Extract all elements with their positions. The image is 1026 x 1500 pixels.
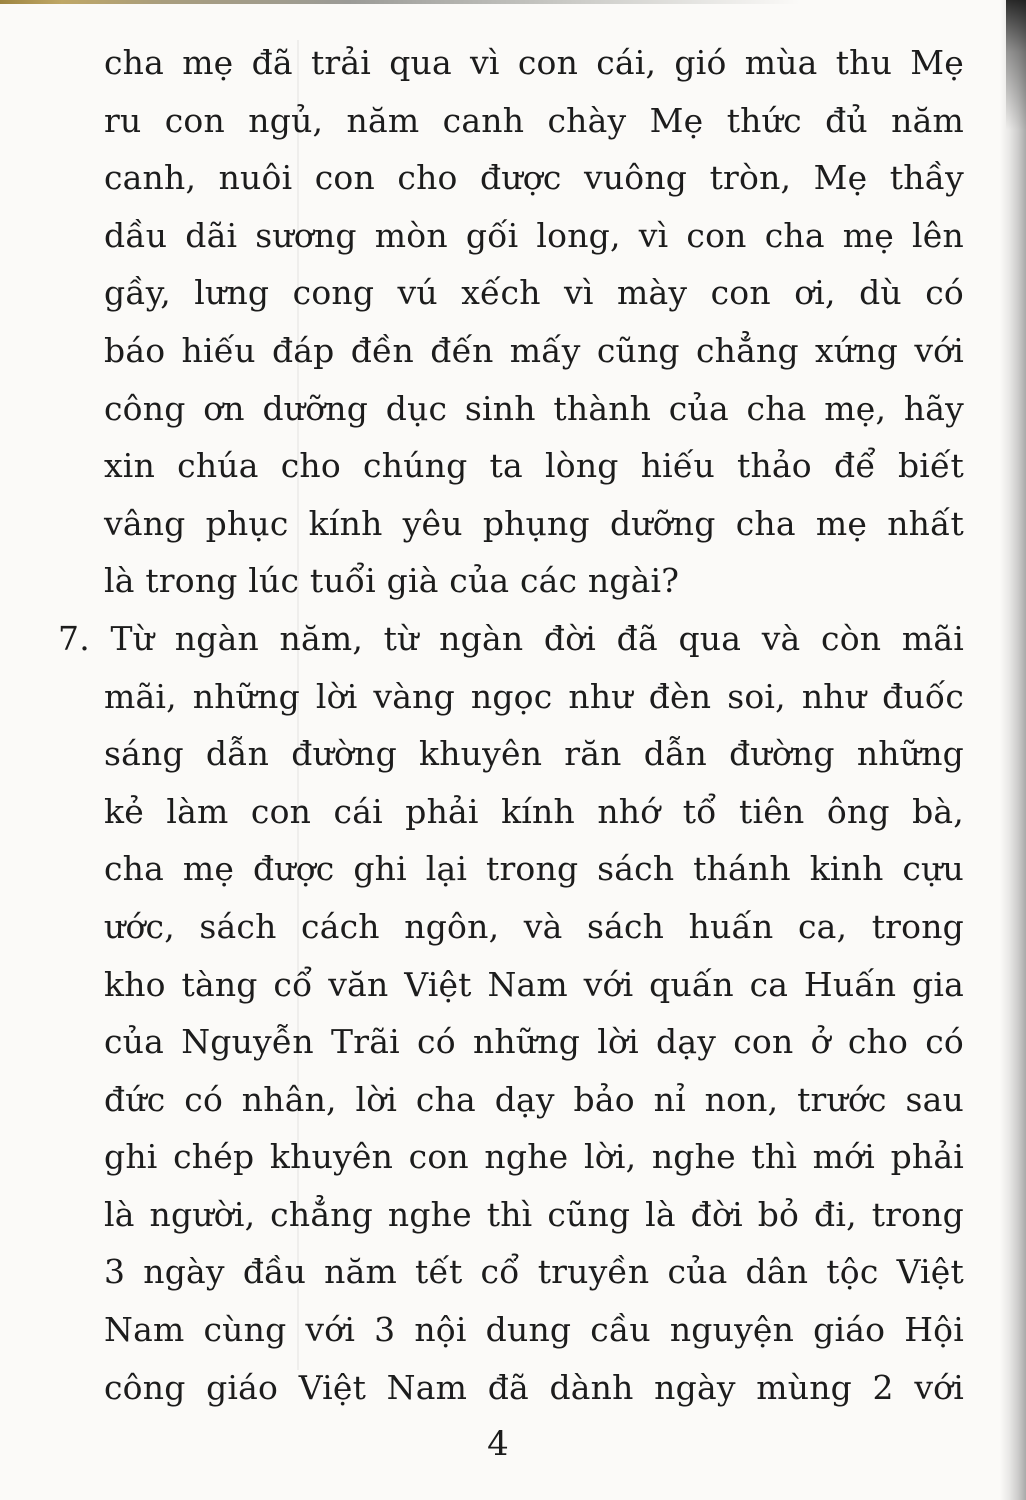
text-line: sáng dẫn đường khuyên răn dẫn đường những bbox=[104, 734, 964, 774]
text-line: công giáo Việt Nam đã dành ngày mùng 2 với bbox=[104, 1367, 964, 1407]
text-line: kho tàng cổ văn Việt Nam với quấn ca Huấn gia bbox=[104, 964, 964, 1004]
page-right-edge-shadow bbox=[1000, 0, 1026, 1500]
text-line: gầy, lưng cong vú xếch vì mày con ơi, dù có bbox=[104, 273, 964, 313]
text-line: canh, nuôi con cho được vuông tròn, Mẹ thầy bbox=[104, 158, 964, 198]
text-line: dầu dãi sương mòn gối long, vì con cha mẹ lên bbox=[104, 215, 964, 255]
text-line: 3 ngày đầu năm tết cổ truyền của dân tộc Việt bbox=[104, 1252, 964, 1292]
list-item-7-first-line bbox=[58, 610, 964, 668]
text-line: kẻ làm con cái phải kính nhớ tổ tiên ông bà, bbox=[104, 791, 964, 831]
text-line: Từ ngàn năm, từ ngàn đời đã qua và còn mãi bbox=[110, 618, 964, 658]
text-line: báo hiếu đáp đền đến mấy cũng chẳng xứng với bbox=[104, 330, 964, 370]
text-line: ru con ngủ, năm canh chày Mẹ thức đủ năm bbox=[104, 100, 964, 140]
text-line: ghi chép khuyên con nghe lời, nghe thì mới phải bbox=[104, 1137, 964, 1177]
text-line: cha mẹ được ghi lại trong sách thánh kinh cựu bbox=[104, 849, 964, 889]
text-line: đức có nhân, lời cha dạy bảo nỉ non, trước sau bbox=[104, 1079, 964, 1119]
text-line: của Nguyễn Trãi có những lời dạy con ở cho có bbox=[104, 1022, 964, 1062]
page-top-edge-line bbox=[0, 0, 1026, 4]
page-corner-shadow bbox=[1006, 0, 1026, 130]
text-line: Nam cùng với 3 nội dung cầu nguyện giáo Hội bbox=[104, 1310, 964, 1350]
page-number: 4 bbox=[487, 1424, 509, 1464]
text-line: mãi, những lời vàng ngọc như đèn soi, như đuốc bbox=[104, 676, 964, 716]
text-line: vâng phục kính yêu phụng dưỡng cha mẹ nhất bbox=[104, 503, 964, 543]
text-line: là người, chẳng nghe thì cũng là đời bỏ đi, trong bbox=[104, 1194, 964, 1234]
text-line: công ơn dưỡng dục sinh thành của cha mẹ, hãy bbox=[104, 388, 964, 428]
text-line: xin chúa cho chúng ta lòng hiếu thảo để biết bbox=[104, 446, 964, 486]
text-line: là trong lúc tuổi già của các ngài? bbox=[104, 561, 680, 601]
text-line: ước, sách cách ngôn, và sách huấn ca, trong bbox=[104, 906, 964, 946]
text-line: cha mẹ đã trải qua vì con cái, gió mùa thu Mẹ bbox=[104, 43, 964, 82]
list-item-number: 7. bbox=[58, 618, 90, 658]
page-text-block bbox=[58, 34, 964, 1416]
